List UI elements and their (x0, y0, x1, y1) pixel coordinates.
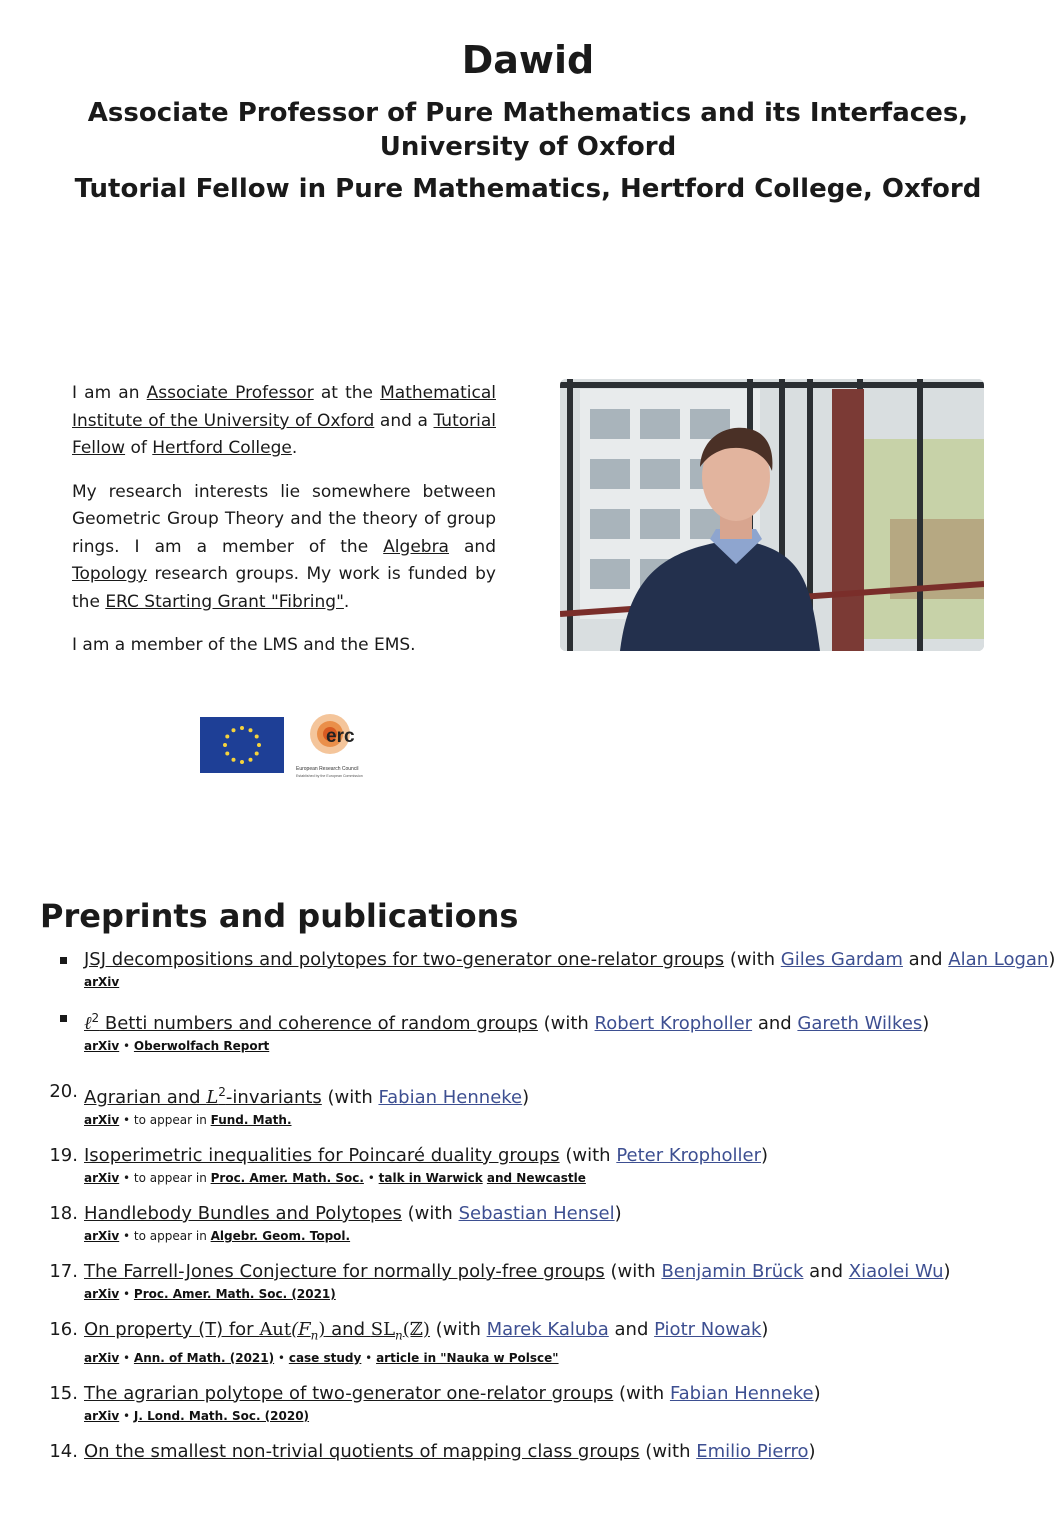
coauthor-link[interactable]: Marek Kaluba (486, 1319, 609, 1340)
math-superscript: 2 (91, 1011, 100, 1025)
coauthor-link[interactable]: Giles Gardam (780, 949, 903, 970)
separator: • (119, 1287, 134, 1301)
text: at the (313, 383, 381, 403)
erc-subtitle-2: Established by the European Commission (296, 774, 363, 778)
intro-paragraph-2 (72, 479, 496, 617)
text: (with (613, 1382, 670, 1404)
text: and (902, 949, 949, 970)
coauthor-link[interactable]: Peter Kropholler (616, 1145, 761, 1166)
separator: • (119, 1408, 134, 1423)
text: . (291, 438, 298, 458)
page-title: Dawid (461, 38, 595, 82)
publication-item (0, 1200, 1056, 1244)
math-symbol: ℓ (84, 1013, 92, 1034)
text: -invariants (225, 1087, 322, 1108)
text: (with (321, 1087, 379, 1108)
journal-link[interactable]: J. Lond. Math. Soc. (2020) (133, 1408, 310, 1423)
coauthor-link[interactable]: Emilio Pierro (696, 1440, 809, 1462)
talk-warwick-link[interactable]: talk in Warwick (378, 1171, 483, 1185)
arxiv-link[interactable]: arXiv (84, 1039, 120, 1053)
text: research groups. My work is funded by the (72, 564, 496, 612)
text: and (325, 1319, 371, 1340)
text: ) (943, 1261, 951, 1282)
publication-item (0, 1142, 1056, 1186)
text: (with (559, 1145, 617, 1166)
text: My research interests lie somewhere between Geometric Group Theory and the theory of group rings. I am a member of the (72, 481, 496, 557)
arxiv-link[interactable]: arXiv (84, 1350, 120, 1365)
journal-link[interactable]: Fund. Math. (210, 1113, 292, 1127)
journal-link[interactable]: Proc. Amer. Math. Soc. (2021) (133, 1287, 336, 1301)
separator: • (274, 1350, 289, 1365)
list-number: 16. (49, 1319, 78, 1340)
coauthor-link[interactable]: Benjamin Brück (661, 1261, 804, 1282)
text: (with (429, 1319, 487, 1340)
separator: • (119, 1350, 134, 1365)
publication-title-link[interactable]: The agrarian polytope of two-generator one-relator groups (84, 1382, 614, 1404)
text: and (448, 536, 496, 557)
publication-item (0, 1438, 1056, 1466)
text: ) (922, 1013, 930, 1034)
eu-flag-icon (200, 717, 284, 773)
talk-newcastle-link[interactable]: and Newcastle (486, 1171, 586, 1185)
erc-subtitle: European Research Council (296, 766, 359, 772)
text: ) (808, 1440, 816, 1462)
text: (with (724, 949, 781, 970)
profile-photo-image (560, 379, 984, 651)
separator: • (361, 1350, 377, 1365)
publication-title-link[interactable] (84, 1013, 538, 1034)
bullet-icon (60, 1015, 67, 1022)
erc-logo-text: erc (326, 726, 355, 747)
page-header (40, 38, 1016, 214)
text: and (803, 1261, 849, 1282)
intro-text (72, 380, 496, 676)
coauthor-link[interactable]: Alan Logan (948, 949, 1049, 970)
erc-grant-link[interactable]: ERC Starting Grant "Fibring" (105, 591, 344, 612)
erc-logo-graphic (294, 708, 378, 782)
text: ) (522, 1087, 530, 1108)
publication-item (0, 1078, 1056, 1128)
text: ) (1048, 949, 1056, 970)
text: and (608, 1319, 655, 1340)
text: ) (813, 1382, 821, 1404)
publication-title-link[interactable]: Handlebody Bundles and Polytopes (84, 1203, 402, 1224)
math-symbol: ) (318, 1319, 326, 1340)
list-number: 14. (49, 1440, 78, 1462)
hertford-college-link[interactable]: Hertford College (152, 438, 292, 458)
text: On property (T) for (84, 1319, 260, 1340)
text: (with (401, 1203, 459, 1224)
text: Agrarian and (84, 1087, 207, 1108)
mathematical-institute-link[interactable]: Mathematical Institute of the University of Oxford (72, 383, 496, 431)
associate-professor-link[interactable]: Associate Professor (146, 383, 314, 403)
arxiv-link[interactable]: arXiv (84, 1287, 120, 1301)
coauthor-link[interactable]: Sebastian Hensel (458, 1203, 615, 1224)
arxiv-link[interactable]: arXiv (84, 975, 120, 989)
publications-list (0, 946, 1056, 1466)
publication-title-link[interactable]: Isoperimetric inequalities for Poincaré duality groups (84, 1145, 560, 1166)
text: to appear in (133, 1229, 211, 1243)
separator: • (119, 1039, 134, 1053)
text: (with (537, 1013, 595, 1034)
publication-title-link[interactable]: On the smallest non-trivial quotients of mapping class groups (84, 1440, 640, 1462)
algebra-group-link[interactable]: Algebra (383, 536, 449, 557)
case-study-link[interactable]: case study (288, 1350, 362, 1365)
publication-title-link[interactable]: JSJ decompositions and polytopes for two-generator one-relator groups (84, 949, 725, 970)
publication-title-link[interactable] (84, 1319, 430, 1343)
list-number: 15. (49, 1382, 78, 1404)
publication-item (0, 1316, 1056, 1366)
separator: • (363, 1171, 379, 1185)
text: Betti numbers and coherence of random groups (99, 1013, 538, 1034)
intro-paragraph-3: I am a member of the LMS and the EMS. (72, 635, 416, 655)
text: ) (761, 1319, 769, 1340)
intro-paragraph-1 (72, 380, 496, 463)
text: (with (604, 1261, 662, 1282)
math-symbol: SL (370, 1319, 396, 1340)
coauthor-link[interactable]: Piotr Nowak (654, 1319, 762, 1340)
erc-logo (294, 708, 378, 782)
coauthor-link[interactable]: Fabian Henneke (378, 1087, 523, 1108)
article-link[interactable]: article in "Nauka w Polsce" (376, 1350, 559, 1365)
arxiv-link[interactable]: arXiv (84, 1408, 120, 1423)
list-number: 19. (49, 1145, 78, 1166)
text: (with (639, 1440, 697, 1462)
coauthor-link[interactable]: Robert Kropholler (594, 1013, 753, 1034)
text: . (343, 591, 350, 612)
arxiv-link[interactable]: arXiv (84, 1113, 120, 1127)
coauthor-link[interactable]: Gareth Wilkes (797, 1013, 923, 1034)
math-subscript: n (310, 1328, 319, 1343)
arxiv-link[interactable]: arXiv (84, 1229, 120, 1243)
math-symbol: (ℤ) (402, 1319, 430, 1340)
separator: • (119, 1229, 134, 1243)
tutorial-fellow-link[interactable]: Tutorial Fellow (72, 410, 496, 458)
math-symbol: Aut (259, 1319, 292, 1340)
separator: • (119, 1171, 134, 1185)
profile-photo (560, 379, 984, 651)
separator: • (119, 1113, 134, 1127)
text: I am an (72, 383, 147, 403)
text: ) (761, 1145, 769, 1166)
math-superscript: 2 (218, 1085, 226, 1099)
coauthor-link[interactable]: Xiaolei Wu (848, 1261, 944, 1282)
journal-link[interactable]: Proc. Amer. Math. Soc. (210, 1171, 364, 1185)
coauthor-link[interactable]: Fabian Henneke (669, 1382, 814, 1404)
topology-group-link[interactable]: Topology (72, 564, 148, 584)
journal-link[interactable]: Ann. of Math. (2021) (133, 1350, 275, 1365)
section-title-publications: Preprints and publications (40, 897, 519, 935)
position-title-2: Tutorial Fellow in Pure Mathematics, Hertford College, Oxford (74, 174, 982, 204)
publication-item (0, 1004, 1056, 1054)
publication-title-link[interactable]: The Farrell-Jones Conjecture for normally poly-free groups (84, 1261, 605, 1282)
oberwolfach-link[interactable]: Oberwolfach Report (133, 1039, 270, 1053)
position-title-1: Associate Professor of Pure Mathematics and its Interfaces, University of Oxford (87, 98, 969, 162)
math-symbol: (F (291, 1319, 311, 1340)
publication-title-link[interactable] (84, 1087, 322, 1108)
text: and (752, 1013, 798, 1034)
text: to appear in (133, 1171, 211, 1185)
text: to appear in (133, 1113, 211, 1127)
text: ) (614, 1203, 622, 1224)
bullet-icon (60, 957, 67, 964)
list-number: 18. (49, 1203, 78, 1224)
math-symbol: L (206, 1087, 219, 1108)
publication-item (0, 1380, 1056, 1424)
arxiv-link[interactable]: arXiv (84, 1171, 120, 1185)
publication-item (0, 1258, 1056, 1302)
math-subscript: n (395, 1328, 403, 1343)
list-number: 20. (49, 1081, 78, 1102)
publication-item (0, 946, 1056, 990)
text: and a (374, 410, 434, 431)
journal-link[interactable]: Algebr. Geom. Topol. (210, 1229, 351, 1243)
list-number: 17. (49, 1261, 78, 1282)
text: of (125, 438, 153, 458)
